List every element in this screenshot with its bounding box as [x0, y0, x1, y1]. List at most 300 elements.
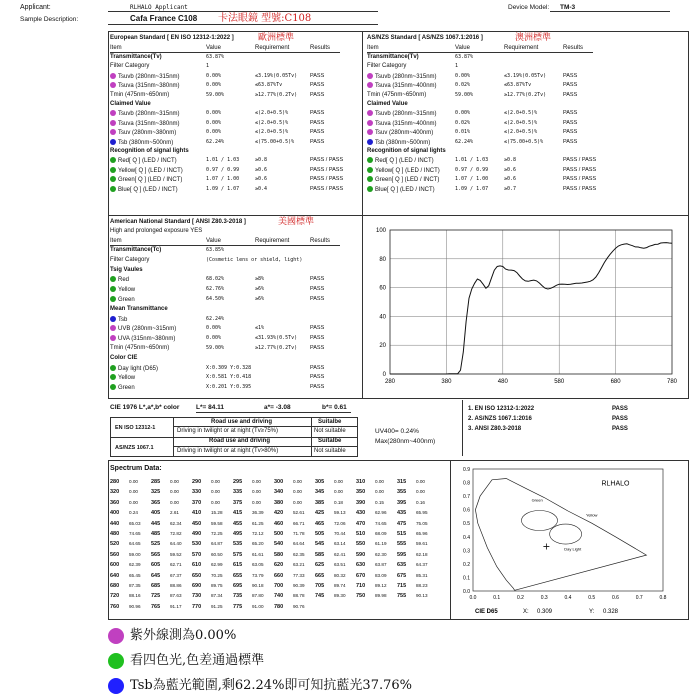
- us-row-result: PASS: [310, 364, 325, 371]
- spectrum-wavelength: 635: [397, 562, 407, 569]
- us-col-header: Item: [110, 238, 122, 244]
- spectrum-value: 63.14: [334, 541, 346, 547]
- eu-row-value: 59.00%: [206, 91, 225, 98]
- spectrum-wavelength: 435: [397, 510, 407, 517]
- y-tick-label: 60: [379, 285, 386, 292]
- spectrum-value: 72.12: [252, 531, 264, 536]
- spectrum-wavelength: 650: [192, 572, 202, 579]
- color-dot-icon: [110, 120, 116, 126]
- au-row-req: ≤(2.0+0.5)%: [504, 110, 538, 117]
- summary-item-result: PASS: [612, 416, 628, 422]
- au-row-value: 0.02%: [455, 119, 471, 126]
- eu-row-item: Red[ Q ] (LED / INCT): [110, 157, 177, 165]
- us-col-header: Requirement: [255, 238, 290, 244]
- spectrum-value: 91.00: [252, 603, 264, 609]
- color-dot-icon: [110, 186, 116, 192]
- color-dot-icon: [110, 335, 116, 341]
- road-header-2: Road use and driving: [209, 438, 271, 444]
- eu-row-item: Blue[ Q ] (LED / INCT): [110, 186, 178, 194]
- cie-x-tick: 0.7: [635, 595, 643, 601]
- spectrum-wavelength: 365: [151, 499, 161, 506]
- spectrum-wavelength: 545: [315, 541, 325, 548]
- spectrum-wavelength: 325: [151, 489, 161, 496]
- spectrum-wavelength: 440: [110, 520, 120, 527]
- road-use-table: [110, 417, 358, 457]
- eu-row-value: 0.00%: [206, 129, 222, 136]
- eu-row-value: 63.87%: [206, 54, 225, 60]
- spectrum-wavelength: 410: [192, 510, 202, 517]
- spectrum-wavelength: 350: [356, 489, 366, 496]
- au-row-req: ≤(2.0+0.5)%: [504, 129, 538, 136]
- suitable-header: Suitalbe: [318, 419, 342, 425]
- spectrum-wavelength: 690: [192, 583, 202, 589]
- spectrum-value: 0.00: [170, 479, 179, 484]
- spectrum-value: 90.18: [252, 583, 264, 588]
- eu-row-result: PASS: [310, 110, 325, 117]
- spectrum-wavelength: 330: [192, 489, 202, 496]
- us-row-req: ≤1%: [255, 325, 265, 332]
- spectrum-wavelength: 360: [110, 499, 120, 506]
- us-col-header: Results: [310, 238, 331, 244]
- spectrum-wavelength: 700: [274, 583, 284, 589]
- eu-row-item: Tmin (475nm~650nm): [110, 91, 170, 98]
- us-row-result: PASS: [310, 325, 325, 332]
- us-row-item: Filter Category: [110, 256, 150, 263]
- us-row-item: Green: [110, 296, 135, 304]
- eu-row-result: PASS / PASS: [310, 166, 344, 173]
- eu-row-req: ≥0.8: [255, 157, 268, 164]
- spectrum-wavelength: 630: [356, 562, 366, 569]
- color-dot-icon: [110, 129, 116, 135]
- spectrum-value: 0.00: [416, 479, 425, 484]
- au-row-value: 1: [455, 63, 459, 70]
- au-row-item: Claimed Value: [367, 101, 408, 107]
- eu-row-result: PASS / PASS: [310, 185, 344, 192]
- eu-row-result: PASS: [310, 91, 325, 98]
- spectrum-value: 62.96: [375, 510, 387, 516]
- spectrum-wavelength: 710: [356, 583, 366, 589]
- spectrum-wavelength: 740: [274, 593, 284, 600]
- cie-label: CIE 1976 L*,a*,b* color: [110, 404, 180, 411]
- us-row-req: ≥12.77%(0.2Tv): [255, 345, 298, 351]
- spectrum-wavelength: 770: [192, 603, 202, 610]
- au-header-line: [367, 52, 593, 53]
- spectrum-value: 0.15: [375, 499, 384, 505]
- spectrum-value: 62.30: [375, 551, 387, 557]
- us-row-result: PASS: [310, 384, 325, 391]
- spectrum-wavelength: 345: [315, 489, 325, 496]
- au-row-req: ≤(2.0+0.5)%: [504, 119, 538, 126]
- au-row-item: Filter Category: [367, 63, 407, 70]
- x-tick-label: 280: [384, 379, 396, 385]
- au-row-result: PASS: [563, 138, 578, 145]
- spectrum-value: 0.00: [416, 489, 425, 495]
- x-tick-label: 780: [666, 379, 678, 385]
- cie-l-value: L*= 84.11: [196, 404, 225, 411]
- us-row-item: UVB (280nm~315nm): [110, 325, 176, 333]
- spectrum-value: 66.71: [293, 520, 305, 526]
- color-dot-icon: [110, 276, 116, 282]
- spectrum-value: 80.32: [334, 572, 346, 578]
- us-col-header: Value: [206, 238, 221, 244]
- spectrum-wavelength: 660: [274, 572, 284, 579]
- eu-row-req: ≤63.87%Tv: [255, 82, 283, 89]
- spectrum-wavelength: 320: [110, 489, 120, 496]
- au-row-req: ≥0.8: [504, 157, 517, 164]
- spectrum-value: 0.00: [129, 499, 138, 505]
- d65-marker: [543, 544, 549, 550]
- eu-row-item: Recognition of signal lights: [110, 148, 189, 154]
- spectrum-wavelength: 730: [192, 593, 202, 600]
- spectrum-value: 68.09: [375, 531, 387, 536]
- spectrum-wavelength: 290: [192, 479, 202, 485]
- spectrum-wavelength: 595: [397, 551, 407, 558]
- cie-y-tick: 0.7: [463, 494, 470, 501]
- us-row-item: Yellow: [110, 374, 135, 382]
- au-row-result: PASS / PASS: [563, 185, 597, 192]
- y-tick-label: 20: [379, 343, 386, 350]
- au-row-result: PASS / PASS: [563, 157, 597, 164]
- au-row-req: ≥0.6: [504, 176, 517, 183]
- spectrum-value: 62.99: [211, 562, 223, 568]
- eu-row-value: 0.00%: [206, 82, 222, 89]
- std2-result: Not suitable: [314, 448, 346, 454]
- spectrum-wavelength: 470: [356, 520, 366, 527]
- region-label-green: Green: [531, 497, 543, 503]
- spectrum-wavelength: 535: [233, 541, 243, 548]
- x-tick-label: 580: [554, 379, 565, 385]
- spectrum-wavelength: 570: [192, 551, 202, 558]
- eu-row-req: ≤(75.00+0.5)%: [255, 138, 295, 145]
- au-row-value: 0.97 / 0.99: [455, 166, 489, 173]
- spectrum-wavelength: 510: [356, 531, 366, 537]
- spectrum-value: 63.51: [334, 562, 346, 568]
- spectrum-value: 75.05: [416, 520, 428, 526]
- spectrum-wavelength: 395: [397, 499, 407, 506]
- cie-footer-x: 0.309: [537, 609, 553, 615]
- color-dot-icon: [110, 384, 116, 390]
- us-row-item: Tsb: [110, 316, 127, 324]
- plot-frame: [390, 230, 672, 374]
- eu-row-value: 0.00%: [206, 119, 222, 126]
- suitable-header-2: Suitalbe: [318, 438, 342, 444]
- spectrum-wavelength: 295: [233, 479, 243, 485]
- cie-footer-label: CIE D65: [475, 609, 498, 615]
- spectrum-value: 90.96: [129, 603, 141, 609]
- color-dot-icon: [367, 139, 373, 145]
- us-subtitle: High and prolonged exposure YES: [110, 228, 203, 234]
- spectrum-wavelength: 505: [315, 531, 325, 537]
- cie-x-tick: 0.8: [659, 595, 667, 601]
- spectrum-wavelength: 555: [397, 541, 407, 548]
- spectrum-wavelength: 460: [274, 520, 284, 527]
- spectrum-value: 63.21: [293, 562, 305, 568]
- spectrum-value: 0.00: [375, 489, 384, 495]
- color-dot-icon: [110, 365, 116, 371]
- cie-a-value: a*= -3.08: [264, 404, 291, 411]
- color-dot-icon: [110, 157, 116, 163]
- au-row-item: Tmin (475nm~650nm): [367, 91, 427, 98]
- spectrum-wavelength: 405: [151, 510, 161, 517]
- spectrum-wavelength: 375: [233, 499, 243, 506]
- spectrum-value: 85.31: [416, 572, 428, 578]
- x-tick-label: 380: [441, 379, 452, 385]
- us-row-req: ≥6%: [255, 286, 265, 293]
- spectrum-wavelength: 390: [356, 499, 366, 506]
- color-dot-icon: [110, 82, 116, 88]
- au-row-req: ≥0.7: [504, 185, 517, 192]
- spectrum-value: 89.74: [334, 583, 346, 588]
- us-row-req: ≥8%: [255, 276, 265, 283]
- spectrum-wavelength: 355: [397, 489, 407, 496]
- y-tick-label: 80: [379, 256, 386, 263]
- note-text: 看四色光,色差通過標準: [130, 653, 265, 668]
- spectrum-wavelength: 735: [233, 593, 243, 600]
- std2-name: AS/NZS 1067.1: [115, 445, 154, 451]
- daylight-region: [550, 524, 582, 544]
- spectrum-wavelength: 745: [315, 593, 325, 600]
- cie-x-tick: 0.5: [588, 595, 596, 601]
- spectrum-wavelength: 455: [233, 520, 243, 527]
- spectrum-value: 88.86: [170, 583, 182, 588]
- color-dot-icon: [110, 110, 116, 116]
- spectrum-wavelength: 750: [356, 593, 366, 600]
- spectrum-value: 87.80: [252, 593, 264, 599]
- cie-x-tick: 0.3: [540, 595, 548, 601]
- us-row-value: 0.00%: [206, 325, 222, 332]
- spectrum-wavelength: 400: [110, 510, 120, 517]
- note-dot-icon: [108, 678, 124, 694]
- us-row-value: 68.02%: [206, 276, 225, 283]
- us-row-value: 59.00%: [206, 345, 225, 351]
- spectrum-wavelength: 600: [110, 562, 120, 569]
- summary-item-result: PASS: [612, 406, 628, 412]
- spectrum-value: 2.61: [170, 510, 179, 516]
- spectrum-wavelength: 775: [233, 603, 243, 610]
- us-row-result: PASS: [310, 374, 325, 381]
- au-row-result: PASS: [563, 72, 578, 79]
- road-header: Road use and driving: [211, 419, 273, 425]
- spectrum-wavelength: 445: [151, 520, 161, 527]
- cie-b-value: b*= 0.61: [322, 404, 347, 411]
- spectrum-value: 61.19: [375, 541, 387, 547]
- spectrum-value: 0.00: [252, 489, 261, 495]
- spectrum-wavelength: 760: [110, 603, 120, 610]
- note-dot-icon: [108, 628, 124, 644]
- us-title: American National Standard [ ANSI Z80.3-2018 ]: [110, 219, 246, 225]
- spectrum-value: 90.13: [416, 593, 428, 599]
- note-dot-icon: [108, 653, 124, 669]
- spectrum-value: 91.17: [170, 603, 182, 609]
- device-label: Device Model:: [508, 4, 550, 11]
- au-row-value: 1.09 / 1.07: [455, 185, 489, 192]
- au-row-item: Red[ Q ] (LED / INCT): [367, 157, 434, 165]
- us-row-value: X:0.201 Y:0.395: [206, 384, 252, 391]
- region-label-yellow: Yellow: [586, 512, 598, 518]
- spectrum-value: 0.00: [293, 479, 302, 484]
- spectrum-value: 64.65: [129, 541, 141, 547]
- eu-row-result: PASS / PASS: [310, 176, 344, 183]
- spectrum-value: 73.79: [252, 572, 264, 578]
- color-dot-icon: [110, 176, 116, 182]
- device-value: TM-3: [560, 4, 576, 11]
- au-tag: 澳洲標準: [515, 33, 552, 43]
- applicant-value: RLHALO Applicant: [130, 4, 188, 11]
- eu-row-value: 1.01 / 1.03: [206, 157, 240, 164]
- spectrum-wavelength: 500: [274, 531, 284, 537]
- color-dot-icon: [110, 286, 116, 292]
- color-dot-icon: [110, 374, 116, 380]
- spectrum-wavelength: 450: [192, 520, 202, 527]
- us-tag: 美國標準: [278, 217, 315, 227]
- color-dot-icon: [110, 167, 116, 173]
- au-col-header: Item: [367, 45, 379, 51]
- cie-chart-title: RLHALO: [601, 480, 630, 488]
- spectrum-wavelength: 315: [397, 479, 407, 485]
- spectrum-value: 62.18: [416, 551, 428, 557]
- au-row-value: 0.00%: [455, 72, 471, 79]
- spectrum-value: 0.00: [252, 499, 261, 505]
- spectrum-wavelength: 590: [356, 551, 366, 558]
- summary-item-label: 1. EN ISO 12312-1:2022: [468, 406, 535, 412]
- spectrum-value: 59.52: [170, 551, 182, 557]
- au-row-item: Yellow[ Q ] (LED / INCT): [367, 167, 440, 175]
- spectrum-wavelength: 385: [315, 499, 325, 506]
- spectrum-value: 65.45: [129, 572, 141, 578]
- eu-header-line: [110, 52, 340, 53]
- au-row-value: 59.00%: [455, 91, 474, 98]
- eu-row-value: 0.00%: [206, 72, 222, 79]
- eu-row-item: Yellow[ Q ] (LED / INCT): [110, 167, 183, 175]
- spectrum-value: 89.12: [375, 583, 387, 588]
- note-text: 紫外線測為0.00%: [130, 628, 237, 643]
- eu-row-result: PASS: [310, 119, 325, 126]
- spectrum-value: 77.33: [293, 572, 305, 578]
- spectrum-value: 0.00: [170, 489, 179, 495]
- spectrum-wavelength: 670: [356, 572, 366, 579]
- eu-row-value: 0.00%: [206, 110, 222, 117]
- eu-row-result: PASS: [310, 72, 325, 79]
- eu-row-result: PASS: [310, 138, 325, 145]
- spectrum-value: 74.65: [375, 520, 387, 526]
- eu-row-value: 62.24%: [206, 138, 225, 145]
- us-row-item: Red: [110, 276, 129, 284]
- std1-text: Driving in twilight or at night (Tv≥75%): [177, 428, 278, 434]
- summary-item-result: PASS: [612, 426, 628, 432]
- spectrum-value: 65.95: [416, 510, 428, 516]
- us-row-item: Color CIE: [110, 354, 138, 361]
- spectrum-value: 0.00: [129, 489, 138, 495]
- cie-y-tick: 0.3: [463, 548, 470, 555]
- summary-item-label: 3. ANSI Z80.3-2018: [468, 426, 522, 432]
- spectrum-wavelength: 305: [315, 479, 325, 485]
- sample-value: Cafa France C108: [130, 14, 198, 23]
- au-row-req: ≥0.6: [504, 166, 517, 173]
- us-row-result: PASS: [310, 335, 325, 342]
- spectrum-wavelength: 720: [110, 593, 120, 600]
- eu-row-req: ≤(2.0+0.5)%: [255, 129, 289, 136]
- spectrum-title: Spectrum Data:: [110, 465, 162, 472]
- spectrum-wavelength: 370: [192, 499, 202, 506]
- spectrum-value: 90.76: [293, 603, 305, 609]
- spectrum-wavelength: 610: [192, 562, 202, 569]
- spectrum-value: 59.61: [416, 541, 428, 547]
- spectrum-value: 52.61: [293, 510, 305, 516]
- au-row-value: 1.07 / 1.00: [455, 176, 489, 183]
- spectrum-wavelength: 485: [151, 531, 161, 537]
- au-row-result: PASS: [563, 110, 578, 117]
- us-row-item: Transmittance(Tc): [110, 247, 162, 253]
- au-row-item: Blue[ Q ] (LED / INCT): [367, 186, 435, 194]
- au-row-value: 0.01%: [455, 129, 471, 136]
- spectrum-wavelength: 645: [151, 572, 161, 579]
- eu-row-item: Claimed Value: [110, 101, 151, 107]
- color-dot-icon: [367, 73, 373, 79]
- color-dot-icon: [367, 110, 373, 116]
- spectrum-wavelength: 680: [110, 583, 120, 589]
- us-row-req: ≤31.93%(0.5Tv): [255, 335, 298, 342]
- std2-text: Driving in twilight or at night (Tv>80%): [177, 448, 279, 454]
- spectrum-value: 64.40: [170, 541, 182, 547]
- us-row-value: 64.50%: [206, 296, 225, 302]
- spectrum-value: 0.00: [211, 489, 220, 495]
- spectrum-wavelength: 625: [315, 562, 325, 569]
- spectrum-wavelength: 465: [315, 520, 325, 527]
- spectrum-wavelength: 765: [151, 603, 161, 610]
- spectrum-value: 0.00: [375, 479, 384, 484]
- spectrum-wavelength: 515: [397, 531, 407, 537]
- au-row-value: 0.02%: [455, 82, 471, 89]
- spectrum-wavelength: 655: [233, 572, 243, 579]
- eu-row-value: 0.97 / 0.99: [206, 166, 240, 173]
- spectrum-value: 62.39: [129, 562, 141, 568]
- us-header-line: [110, 245, 340, 246]
- us-row-item: Yellow: [110, 286, 135, 294]
- spectrum-value: 0.24: [129, 510, 138, 516]
- color-dot-icon: [110, 316, 116, 322]
- cie-footer-y-label: Y:: [589, 609, 595, 615]
- us-row-value: X:0.309 Y:0.328: [206, 364, 252, 371]
- spectrum-wavelength: 420: [274, 510, 284, 517]
- eu-col-header: Results: [310, 45, 331, 51]
- au-row-result: PASS: [563, 129, 578, 136]
- spectrum-wavelength: 335: [233, 489, 243, 496]
- spectrum-value: 63.87: [375, 562, 387, 568]
- spectrum-wavelength: 665: [315, 572, 325, 579]
- spectrum-value: 59.58: [211, 520, 223, 526]
- au-row-value: 0.00%: [455, 110, 471, 117]
- spectrum-value: 0.00: [211, 499, 220, 505]
- spectrum-wavelength: 685: [151, 583, 161, 589]
- spectrum-wavelength: 380: [274, 499, 284, 506]
- spectrum-value: 61.25: [252, 520, 264, 526]
- us-row-result: PASS: [310, 345, 325, 351]
- spectrum-value: 59.13: [334, 510, 346, 516]
- spectrum-value: 62.71: [170, 562, 182, 568]
- au-row-item: Green[ Q ] (LED / INCT): [367, 176, 439, 184]
- au-row-item: Tsuv (280nm~400nm): [367, 129, 433, 137]
- spectrum-wavelength: 620: [274, 562, 284, 569]
- spectrum-wavelength: 550: [356, 541, 366, 548]
- eu-col-header: Item: [110, 45, 122, 51]
- spectrum-value: 72.25: [211, 531, 223, 536]
- eu-row-result: PASS / PASS: [310, 157, 344, 164]
- eu-col-header: Requirement: [255, 45, 290, 51]
- eu-row-req: ≥0.6: [255, 176, 268, 183]
- spectrum-value: 72.06: [334, 520, 346, 526]
- region-label-daylight: Day Light: [564, 546, 582, 552]
- eu-row-item: Tsuvb (280nm~315nm): [110, 73, 180, 81]
